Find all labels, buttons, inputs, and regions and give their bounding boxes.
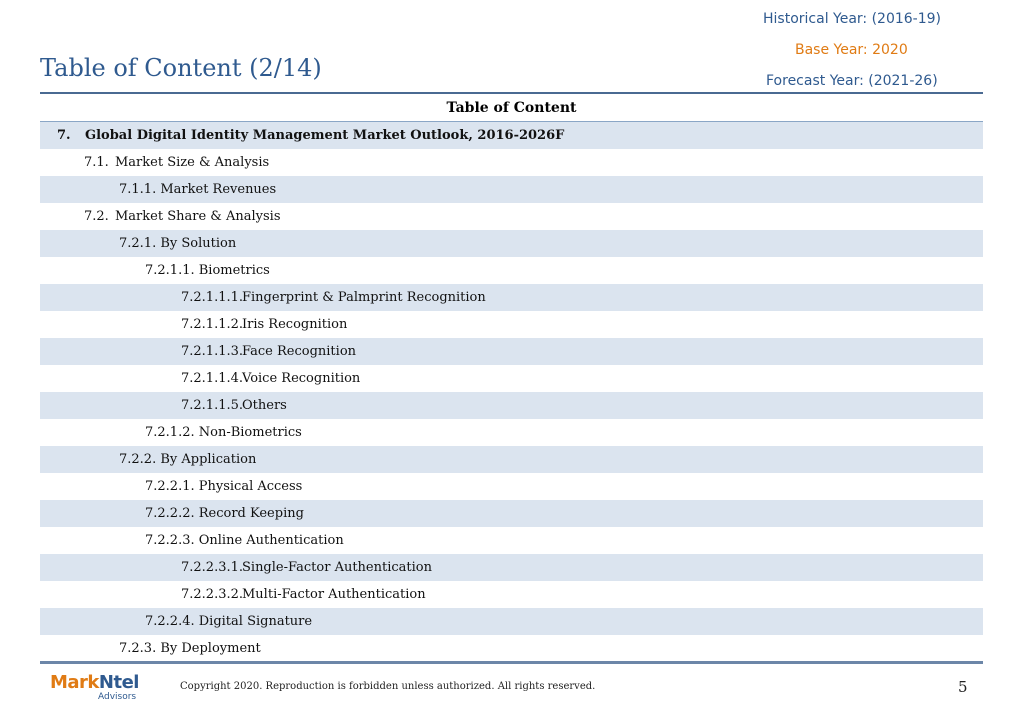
toc-row-text: Others [242,398,287,413]
toc-row-number: 7.2.2.3.2. [181,587,244,602]
toc-row-text: 7.2.2.1. Physical Access [145,479,303,494]
toc-row [40,500,983,527]
toc-row-text: Voice Recognition [242,371,361,386]
toc-row [40,419,983,446]
toc-row-text: 7.2.1. By Solution [119,236,237,251]
toc-row [40,365,983,392]
toc-row-number: 7.2.1.1.3. [181,344,244,359]
toc-row [40,203,983,230]
toc-row-number: 7.2.1.1.5. [181,398,244,413]
toc-row-text: 7.2.3. By Deployment [119,641,261,656]
forecast-year-label: Forecast Year: (2021-26) [766,73,938,89]
toc-row [40,581,983,608]
toc-row-text: 7.2.2.2. Record Keeping [145,506,304,521]
toc-row [40,176,983,203]
toc-row-number: 7.2. [84,209,109,224]
toc-row-number: 7.2.1.1.2. [181,317,244,332]
page-number: 5 [958,678,968,696]
toc-row [40,554,983,581]
toc-row [40,608,983,635]
toc-row-text: Single-Factor Authentication [242,560,432,575]
toc-row [40,230,983,257]
toc-row-text: Global Digital Identity Management Market Outlook, 2016-2026F [85,128,565,143]
toc-row-number: 7.2.1.1.4. [181,371,244,386]
logo-subtitle: Advisors [98,692,137,702]
toc-row-number: 7.2.1.1.1. [181,290,244,305]
toc-row-text: 7.2.2. By Application [119,452,257,467]
historical-year-label: Historical Year: (2016-19) [763,11,942,27]
toc-row-text: Multi-Factor Authentication [242,587,426,602]
toc-row [40,284,983,311]
company-logo [50,672,140,702]
logo-ntel-text: Ntel [98,672,139,693]
page-title: Table of Content (2/14) [40,54,322,82]
base-year-label: Base Year: 2020 [795,42,908,58]
toc-row-text: Face Recognition [242,344,357,359]
toc-row-text: 7.2.2.3. Online Authentication [145,533,344,548]
toc-row-number: 7.2.2.3.1. [181,560,244,575]
toc-row-text: Market Share & Analysis [115,209,281,224]
toc-row [40,149,983,176]
toc-row-text: Fingerprint & Palmprint Recognition [242,290,486,305]
toc-row-number: 7.1. [84,155,109,170]
toc-row [40,527,983,554]
toc-row-text: Market Size & Analysis [115,155,270,170]
toc-row [40,635,983,662]
logo-wordmark [50,672,139,693]
toc-row-text: 7.2.1.2. Non-Biometrics [145,425,302,440]
toc-row-text: 7.2.1.1. Biometrics [145,263,270,278]
toc-row [40,338,983,365]
toc-row-text: Iris Recognition [242,317,348,332]
toc-row-text: 7.2.2.4. Digital Signature [145,614,313,629]
toc-row [40,311,983,338]
toc-heading: Table of Content [40,95,983,122]
toc-row [40,257,983,284]
toc-row-number: 7. [57,128,71,143]
copyright-notice: Copyright 2020. Reproduction is forbidden unless authorized. All rights reserved. [180,681,596,692]
toc-row [40,392,983,419]
toc-row-text: 7.1.1. Market Revenues [119,182,277,197]
footer-divider [40,661,983,664]
toc-row [40,473,983,500]
toc-row [40,122,983,149]
toc-table [40,95,983,662]
toc-row [40,446,983,473]
logo-mark-text: Mark [50,672,99,693]
header-divider [40,92,983,94]
